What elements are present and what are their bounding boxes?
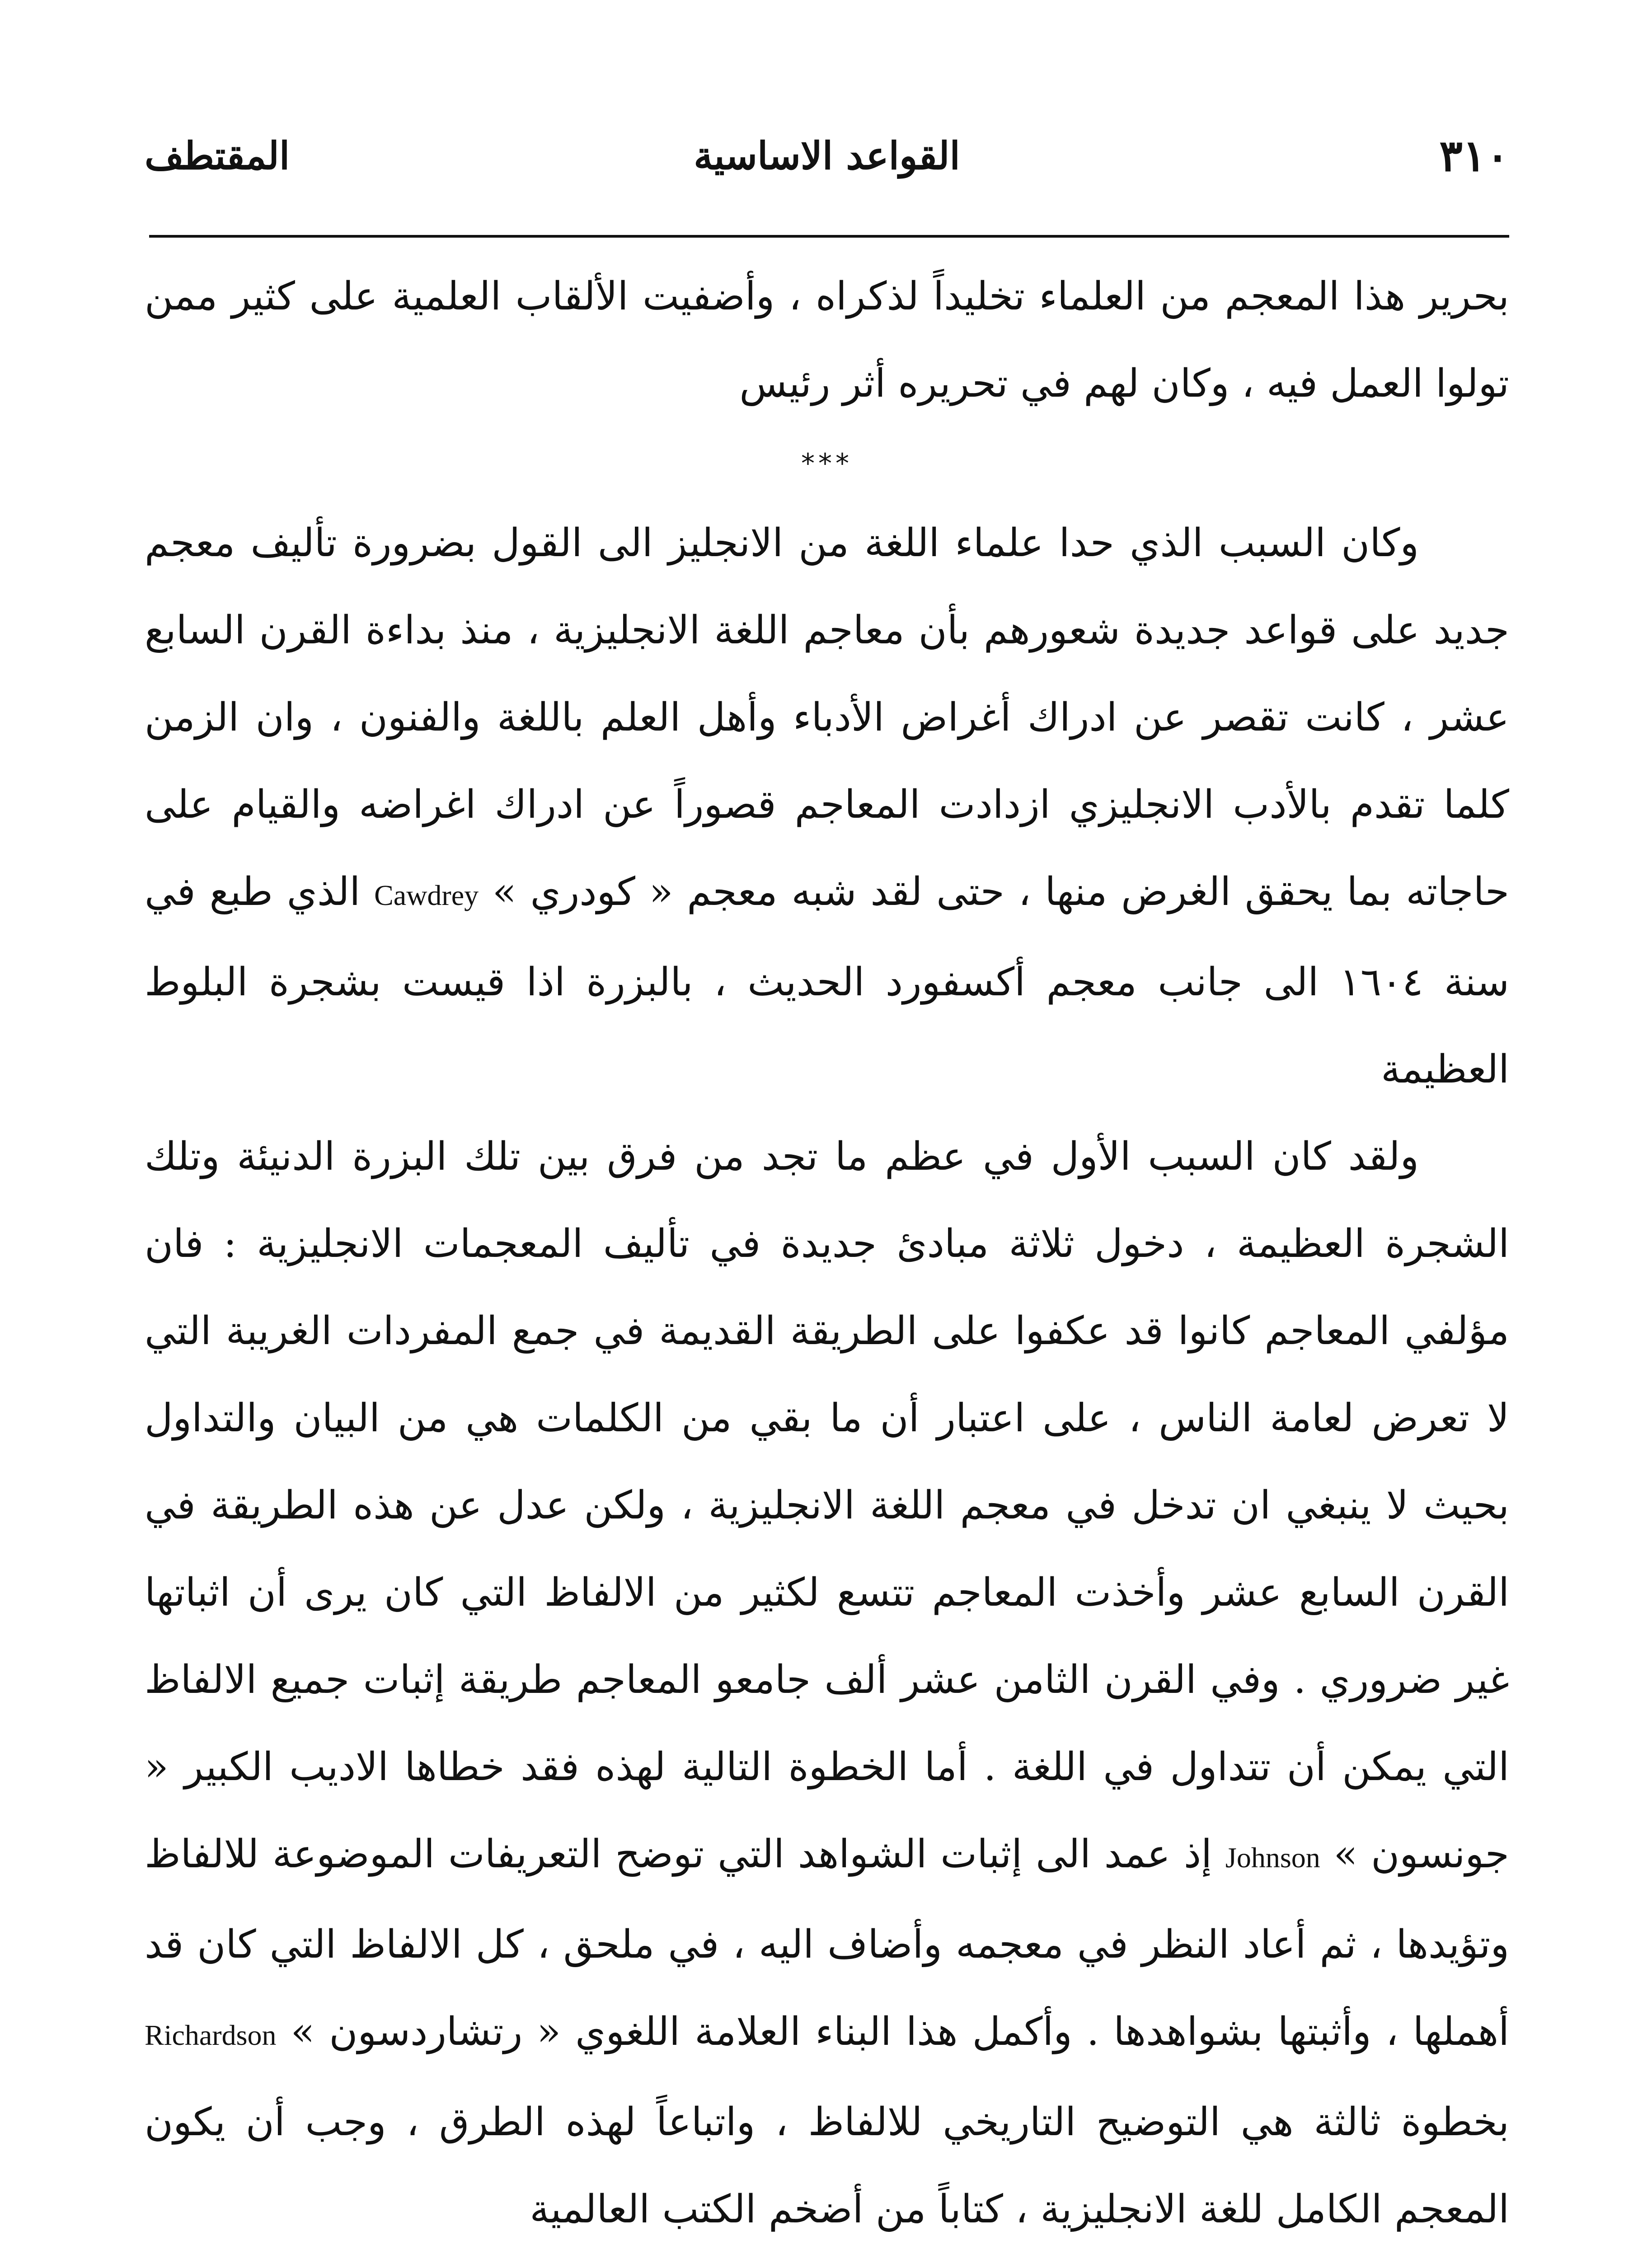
paragraph-text: إذ عمد الى إثبات الشواهد التي توضح التعريفات الموضوعة للالفاظ وتؤيدها ، ثم أعاد النظر في معجمه وأضاف اليه ، في ملحق ، كل الالفاظ التي كان قد أهملها ، وأثبتها بشواهدها . وأكمل هذا البناء العلامة اللغوي « رتشاردسون » [145, 1832, 1509, 2054]
page-header [145, 113, 1509, 199]
latin-term: Richardson [145, 2019, 277, 2051]
paragraph-text: بحرير هذا المعجم من العلماء تخليداً لذكراه ، وأضفيت الألقاب العلمية على كثير ممن تولوا العمل فيه ، وكان لهم في تحريره أثر رئيس [145, 274, 1509, 406]
paragraph-continuation [145, 253, 1509, 427]
paragraph [145, 500, 1509, 1113]
paragraph-text: وكان السبب الذي حدا علماء اللغة من الانجليز الى القول بضرورة تأليف معجم جديد على قواعد جديدة شعورهم بأن معاجم اللغة الانجليزية ، منذ بداءة القرن السابع عشر ، كانت تقصر عن ادراك أغراض الأدباء وأهل العلم باللغة والفنون ، وان الزمن كلما تقدم بالأدب الانجليزي ازدادت المعاجم قصوراً عن ادراك اغراضه والقيام على حاجاته بما يحقق الغرض منها ، حتى لقد شبه معجم « كودري » [145, 520, 1509, 914]
paragraph-text: ولقد كان السبب الأول في عظم ما تجد من فرق بين تلك البزرة الدنيئة وتلك الشجرة العظيمة ، دخول ثلاثة مبادئ جديدة في تأليف المعجمات الانجليزية : فان مؤلفي المعاجم كانوا قد عكفوا على الطريقة القديمة في جمع المفردات الغريبة التي لا تعرض لعامة الناس ، على اعتبار أن ما بقي من الكلمات هي من البيان والتداول بحيث لا ينبغي ان تدخل في معجم اللغة الانجليزية ، ولكن عدل عن هذه الطريقة في القرن السابع عشر وأخذت المعاجم تتسع لكثير من الالفاظ التي كان يرى أن اثباتها غير ضروري . وفي القرن الثامن عشر ألف جامعو المعاجم طريقة إثبات جميع الالفاظ التي يمكن أن تتداول في اللغة . أما الخطوة التالية لهذه فقد خطاها الاديب الكبير « جونسون » [145, 1134, 1509, 1877]
page-number: ٣١٠ [1439, 130, 1509, 181]
paragraph-text: بخطوة ثالثة هي التوضيح التاريخي للالفاظ ، واتباعاً لهذه الطرق ، وجب أن يكون المعجم الكامل للغة الانجليزية ، كتاباً من أضخم الكتب العالمية [145, 2100, 1509, 2232]
paragraph-text: الذي طبع في سنة ١٦٠٤ الى جانب معجم أكسفورد الحديث ، بالبزرة اذا قيست بشجرة البلوط العظيمة [145, 869, 1509, 1092]
paragraph [145, 1113, 1509, 2253]
running-title: القواعد الاساسية [694, 133, 960, 178]
latin-term: Johnson [1225, 1842, 1320, 1874]
latin-term: Cawdrey [374, 879, 479, 911]
body-text [145, 253, 1509, 2259]
paragraph [145, 2253, 1509, 2259]
section-separator: *** [801, 448, 853, 479]
header-rule [149, 235, 1509, 238]
journal-name: المقتطف [145, 133, 290, 178]
